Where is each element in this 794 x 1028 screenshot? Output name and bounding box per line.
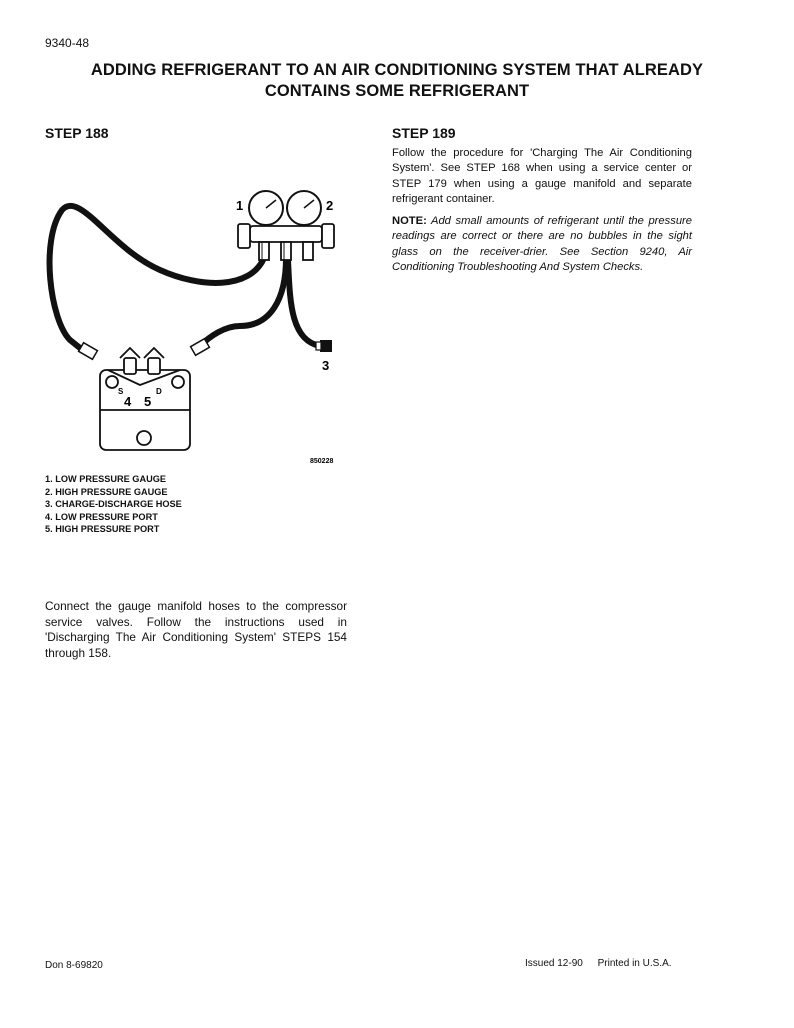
low-hose-fitting (79, 343, 98, 360)
note-label: NOTE: (392, 215, 427, 227)
footer-issued: Issued 12-90 (525, 958, 583, 969)
footer-printed: Printed in U.S.A. (597, 958, 672, 969)
page-title-line-1: ADDING REFRIGERANT TO AN AIR CONDITIONING SYSTEM THAT ALREADY (90, 61, 704, 79)
high-side-hose (200, 258, 286, 346)
footer-reference: Don 8-69820 (45, 960, 103, 971)
port-label-4: 4 (124, 394, 132, 409)
port-letter-d: D (156, 387, 162, 396)
low-side-hose (50, 206, 264, 352)
note-text: Add small amounts of refrigerant until the pressure readings are correct or there are no bubbles in the sight glass on the receiver-drier. See Section 9240, Air Conditioning Troubleshooting And System Checks. (392, 215, 692, 273)
footer-issue-info (525, 958, 672, 969)
figure-id: 850228 (310, 458, 334, 465)
page-title (30, 60, 764, 102)
legend-item: 4. LOW PRESSURE PORT (45, 511, 158, 522)
step-189-heading: STEP 189 (392, 125, 456, 141)
compressor-shaft (137, 431, 151, 445)
callout-1: 1 (236, 198, 244, 213)
gauge-manifold-illustration (40, 180, 350, 470)
step-188-body: Connect the gauge manifold hoses to the compressor service valves. Follow the instructions used in 'Discharging The Air Conditioning System' STEPS 154 through 158. (45, 599, 347, 660)
callout-2: 2 (326, 198, 334, 213)
charge-hose (288, 260, 320, 346)
step-188-heading: STEP 188 (45, 125, 109, 141)
callout-3: 3 (322, 358, 330, 373)
port-label-5: 5 (144, 394, 152, 409)
manifold-body (250, 226, 322, 242)
legend-item: 1. LOW PRESSURE GAUGE (45, 474, 166, 484)
legend-item: 3. CHARGE-DISCHARGE HOSE (45, 499, 182, 510)
port-letter-s: S (118, 387, 124, 396)
legend-item: 5. HIGH PRESSURE PORT (45, 524, 160, 535)
document-code: 9340-48 (45, 36, 90, 50)
page-title-line-2: CONTAINS SOME REFRIGERANT (264, 82, 530, 100)
step-189-note (392, 214, 692, 275)
legend-item: 2. HIGH PRESSURE GAUGE (45, 486, 168, 497)
charge-hose-end (320, 340, 332, 352)
step-189-body: Follow the procedure for 'Charging The Air Conditioning System'. See STEP 168 when using a service center or STEP 179 when using a gauge manifold and separate refrigerant container. (392, 147, 692, 205)
figure-legend (45, 473, 182, 536)
high-hose-fitting (191, 339, 210, 356)
